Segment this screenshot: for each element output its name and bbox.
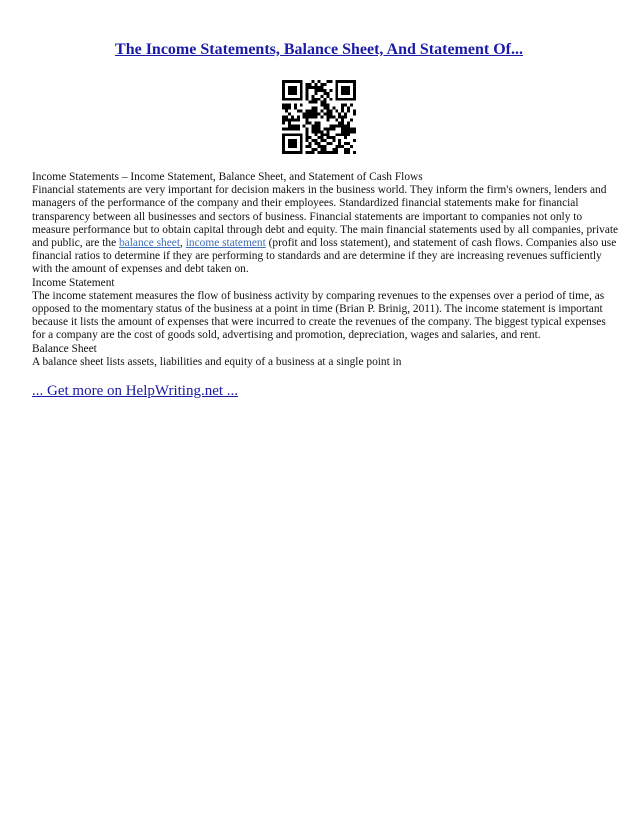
body-line: with the amount of expenses and debt taken on. xyxy=(32,263,249,276)
section-heading-balance-sheet: Balance Sheet xyxy=(32,342,97,355)
income-statement-link[interactable]: income statement xyxy=(185,237,266,250)
body-line: A balance sheet lists assets, liabilities and equity of a business at a single point in xyxy=(32,355,402,368)
qr-code-icon xyxy=(282,80,356,154)
body-line: for a company are the cost of goods sold, advertising and promotion, depreciation, wages and salaries, and rent. xyxy=(32,329,541,342)
get-more-link[interactable]: ... Get more on HelpWriting.net ... xyxy=(32,383,239,399)
body-line: opposed to the momentary status of the business at a point in time (Brian P. Brinig, 2011). The income statement is important xyxy=(32,303,603,316)
body-line: managers of the performance of the company and their employees. Standardized financial statements make for financial xyxy=(32,197,579,210)
get-more-section xyxy=(32,382,238,400)
body-line: financial ratios to determine if they are performing to standards and are determine if they are increasing revenues sufficiently xyxy=(32,250,602,263)
body-line: transparency between all businesses and sectors of business. Financial statements are important to companies not only to xyxy=(32,210,583,223)
document-title xyxy=(0,40,638,60)
document-body xyxy=(32,171,619,369)
body-line: The income statement measures the flow of business activity by comparing revenues to the expenses over a period of time, as xyxy=(32,289,605,302)
body-line: and public, are the balance sheet, income statement (profit and loss statement), and statement of cash flows. Companies also use xyxy=(32,237,617,250)
body-line: measure performance but to obtain capital through debt and equity. The main financial statements used by all companies, private xyxy=(32,223,619,236)
balance-sheet-link[interactable]: balance sheet xyxy=(118,237,181,250)
body-line: because it lists the amount of expenses that were incurred to create the revenues of the company. The biggest typical expenses xyxy=(32,316,606,329)
section-heading-income-statement: Income Statement xyxy=(32,276,115,289)
body-line: Income Statements – Income Statement, Balance Sheet, and Statement of Cash Flows xyxy=(32,171,423,183)
body-line: Financial statements are very important for decision makers in the business world. They inform the firm's owners, lenders and xyxy=(32,184,607,197)
title-link[interactable]: The Income Statements, Balance Sheet, And Statement Of... xyxy=(115,41,523,58)
